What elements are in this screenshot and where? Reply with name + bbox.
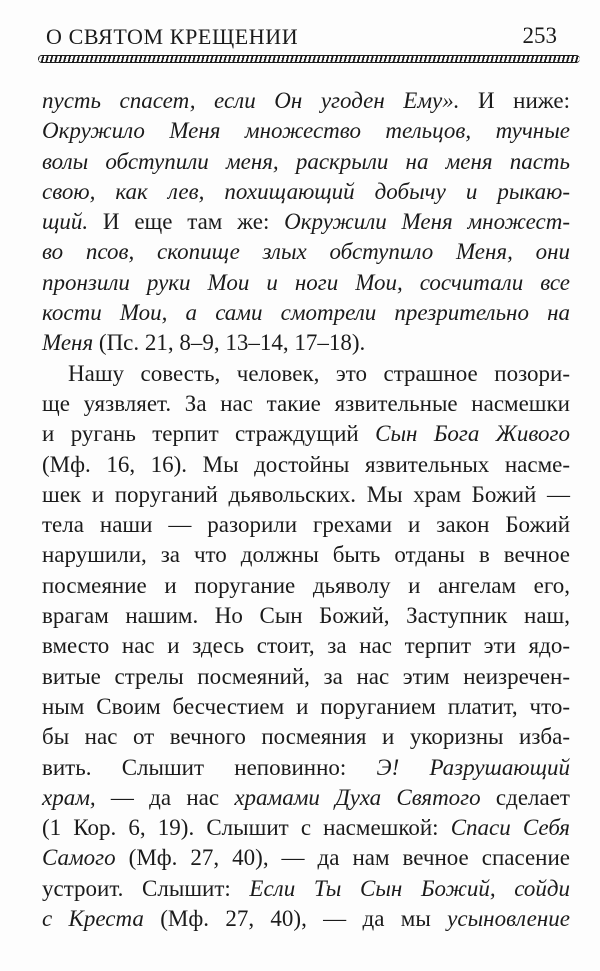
body-text-run: (Мф. 16, 16). Мы достойны язвительных насме- [42, 451, 570, 477]
text-line [42, 571, 570, 601]
quote-text-run: волы обступили меня, раскрыли на меня пасть [42, 148, 570, 174]
quote-text-run: усыновление [447, 906, 570, 932]
text-line [42, 601, 570, 631]
body-text-run: (Пс. 21, 8–9, 13–14, 17–18). [98, 330, 366, 356]
body-text-run: бы нас от вечного посмеяния и укоризны изба- [42, 724, 570, 750]
quote-text-run: Самого [42, 845, 129, 871]
text-line [42, 692, 570, 722]
quote-text-run: Если Ты Сын Божий, сойди [249, 875, 571, 901]
body-text-run: вместо нас и здесь стоит, за нас терпит эти ядо- [42, 633, 570, 659]
text-line [42, 359, 570, 389]
text-line [42, 813, 570, 843]
text-line [42, 540, 570, 570]
body-text-run: ще уязвляет. За нас такие язвительные насмешки [42, 390, 570, 416]
quote-text-run: пусть спасет, если Он угоден Ему». [42, 88, 479, 113]
body-text-run: ным Своим бесчестием и поруганием платит, что- [42, 693, 570, 719]
body-text-run: врагам нашим. Но Сын Божий, Заступник наш, [42, 603, 570, 629]
text-line [42, 389, 570, 419]
text-line [42, 510, 570, 540]
text-line [42, 419, 570, 449]
quote-text-run: Окружили Меня множест- [284, 209, 570, 235]
body-text-run: И еще там же: [102, 209, 285, 235]
quote-text-run: Окружило Меня множество тельцов, тучные [42, 118, 570, 144]
quote-text-run: Меня [42, 330, 99, 356]
quote-text-run: пронзили руки Мои и ноги Мои, сосчитали все [42, 269, 570, 295]
text-line [42, 753, 570, 783]
body-text-run: устроит. Слышит: [42, 875, 250, 901]
text-line [42, 86, 570, 116]
text-line [42, 783, 570, 813]
body-text-run: (Мф. 27, 40), — да нам вечное спасение [128, 845, 570, 871]
text-line [42, 177, 570, 207]
body-text-run: посмеяние и поругание дьяволу и ангелам его, [42, 572, 570, 598]
quote-text-run: храм, [42, 784, 111, 810]
text-line [42, 298, 570, 328]
quote-text-run: с Креста [42, 906, 161, 932]
quote-text-run: свою, как лев, похищающий добычу и рыкаю- [42, 178, 570, 204]
text-line [42, 904, 570, 934]
body-text-run: И ниже: [478, 88, 570, 113]
body-text-run: Нашу совесть, человек, это страшное позори- [68, 360, 570, 386]
rope-divider-ornament [38, 55, 580, 63]
quote-text-run: Э! Разрушающий [376, 754, 570, 780]
text-line [42, 237, 570, 267]
text-line [42, 631, 570, 661]
body-text-run: сделает [495, 784, 570, 810]
text-line [42, 722, 570, 752]
quote-text-run: Сын Бога Живого [375, 421, 571, 447]
text-line [42, 116, 570, 146]
body-text-run: и ругань терпит страждущий [42, 421, 376, 447]
body-text-run: (Мф. 27, 40), — да мы [160, 906, 448, 932]
text-line [42, 874, 570, 904]
text-line [42, 147, 570, 177]
text-line [42, 662, 570, 692]
body-text-run: шек и поруганий дьявольских. Мы храм Божий — [42, 481, 570, 507]
running-title: О СВЯТОМ КРЕЩЕНИИ [46, 24, 299, 49]
text-line [42, 268, 570, 298]
quote-text-run: Спаси Себя [450, 815, 570, 841]
body-text-run: нарушили, за что должны быть отданы в вечное [42, 542, 570, 568]
text-line [42, 480, 570, 510]
body-text-run: витые стрелы посмеяний, за нас этим неизречен- [42, 663, 570, 689]
text-line [42, 207, 570, 237]
body-text-run: — да нас [110, 784, 235, 810]
quote-text-run: во псов, скопище злых обступило Меня, они [42, 239, 570, 265]
body-text-run: вить. Слышит неповинно: [42, 754, 377, 780]
quote-text-run: щий. [42, 209, 103, 235]
text-line [42, 450, 570, 480]
page-number: 253 [522, 23, 557, 48]
quote-text-run: храмами Духа Святого [234, 784, 496, 810]
text-line [42, 328, 570, 358]
quote-text-run: кости Мои, а сами смотрели презрительно на [42, 300, 570, 326]
body-text [42, 86, 570, 934]
body-text-run: (1 Кор. 6, 19). Слышит с насмешкой: [42, 815, 451, 841]
body-text-run: тела наши — разорили грехами и закон Божий [42, 512, 570, 538]
text-line [42, 843, 570, 873]
